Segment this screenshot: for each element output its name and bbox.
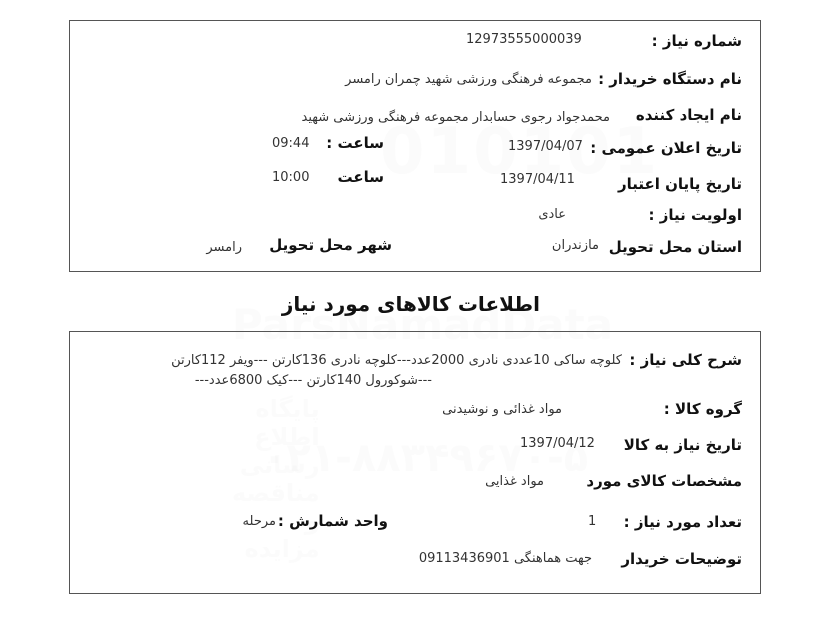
creator-name: محمدجواد رجوی حسابدار مجموعه فرهنگی ورزشی شهید [301,110,610,125]
description-line-2: ---شوکورول 140کارتن ---کیک 6800عدد--- [194,373,432,388]
group-label: گروه کالا : [663,400,742,418]
creator-label: نام ایجاد کننده [635,106,742,124]
announce-time-label: ساعت : [326,134,384,152]
expiry-date-label: تاریخ پایان اعتبار [617,175,742,193]
unit-value: مرحله [242,514,276,529]
expiry-date: 1397/04/11 [500,172,575,187]
buyer-label: نام دستگاه خریدار : [598,70,742,88]
description-line-1: کلوچه ساکی 10عددی نادری 2000عدد---کلوچه نادری 136کارتن ---ویفر 112کارتن [171,353,622,368]
tender-number-label: شماره نیاز : [651,32,742,50]
description-label: شرح کلی نیاز : [629,351,742,369]
city-label: شهر محل تحویل [269,236,392,254]
need-date: 1397/04/12 [520,436,595,451]
buyer-notes-label: توضیحات خریدار [621,550,742,568]
quantity-label: تعداد مورد نیاز : [623,513,742,531]
need-date-label: تاریخ نیاز به کالا [623,436,742,454]
announce-time: 09:44 [272,136,310,151]
city-value: رامسر [206,240,242,255]
buyer-name: مجموعه فرهنگی ورزشی شهید چمران رامسر [345,72,592,87]
announce-date: 1397/04/07 [508,139,583,154]
specs-label: مشخصات کالای مورد [586,472,742,490]
priority-value: عادی [538,207,566,222]
unit-label: واحد شمارش : [277,512,388,530]
group-value: مواد غذائی و نوشیدنی [442,402,562,417]
quantity-value: 1 [588,514,597,529]
announce-date-label: تاریخ اعلان عمومی : [590,139,742,157]
priority-label: اولویت نیاز : [648,206,742,224]
province-label: استان محل تحویل [608,238,742,256]
expiry-time-label: ساعت [337,168,384,186]
expiry-time: 10:00 [272,170,310,185]
tender-number: 12973555000039 [466,32,582,47]
specs-value: مواد غذایی [485,474,544,489]
section-title: اطلاعات کالاهای مورد نیاز [281,292,540,316]
buyer-notes-value: جهت هماهنگی 09113436901 [418,551,592,566]
province-value: مازندران [551,238,599,253]
